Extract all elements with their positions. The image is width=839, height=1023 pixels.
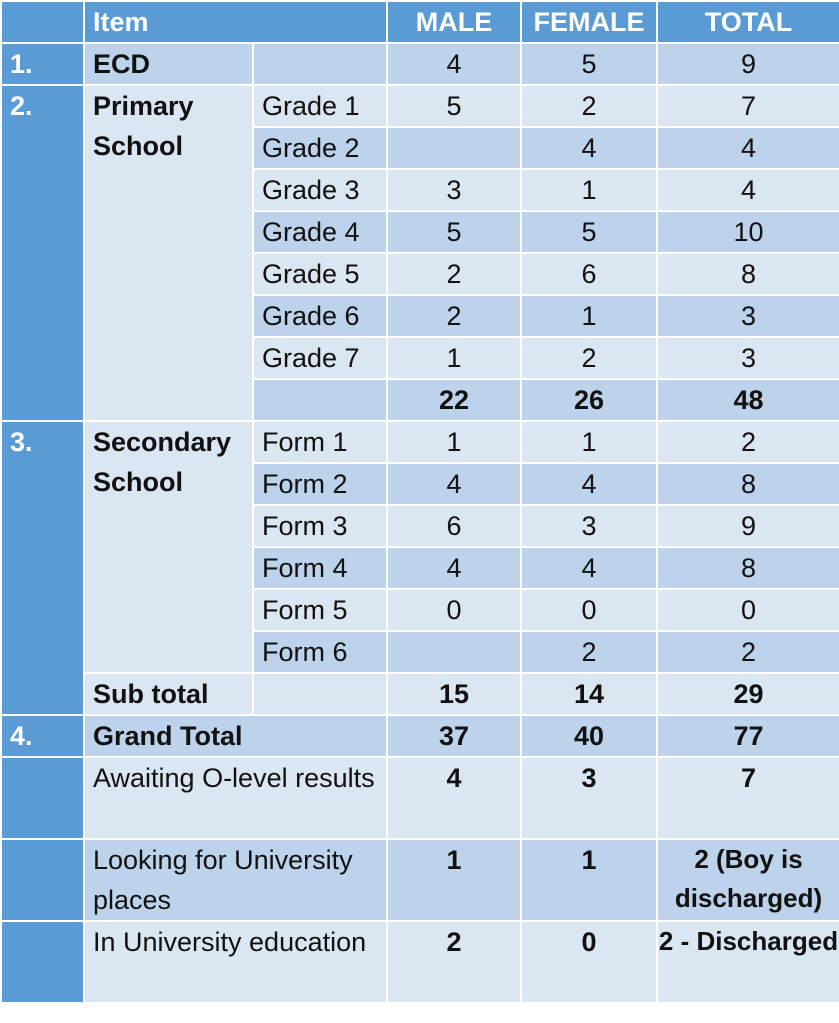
grade-male: 5 bbox=[387, 85, 521, 127]
grade-total: 7 bbox=[657, 85, 839, 127]
row-number: 1. bbox=[1, 43, 84, 85]
extra-female: 0 bbox=[521, 921, 657, 1003]
secondary-subtotal-row bbox=[1, 673, 839, 715]
header-row bbox=[1, 1, 839, 43]
form-label: Form 6 bbox=[253, 631, 387, 673]
grade-female: 5 bbox=[521, 211, 657, 253]
form-female: 0 bbox=[521, 589, 657, 631]
extra-total: 2 - Discharged bbox=[657, 921, 839, 1003]
grade-female: 1 bbox=[521, 295, 657, 337]
ecd-row bbox=[1, 43, 839, 85]
header-total: TOTAL bbox=[657, 1, 839, 43]
form-label: Form 1 bbox=[253, 421, 387, 463]
ecd-grade bbox=[253, 43, 387, 85]
grade-label: Grade 6 bbox=[253, 295, 387, 337]
ecd-male: 4 bbox=[387, 43, 521, 85]
grade-total: 4 bbox=[657, 169, 839, 211]
extra-total: 7 bbox=[657, 757, 839, 839]
grade-total: 3 bbox=[657, 337, 839, 379]
form-total: 2 bbox=[657, 631, 839, 673]
grade-label: Grade 3 bbox=[253, 169, 387, 211]
row-number: 2. bbox=[1, 85, 84, 421]
form-label: Form 4 bbox=[253, 547, 387, 589]
grade-female: 6 bbox=[521, 253, 657, 295]
form-female: 3 bbox=[521, 505, 657, 547]
extra-label: Awaiting O-level results bbox=[84, 757, 387, 839]
extra-male: 2 bbox=[387, 921, 521, 1003]
extra-female: 3 bbox=[521, 757, 657, 839]
grade-total: 10 bbox=[657, 211, 839, 253]
form-total: 9 bbox=[657, 505, 839, 547]
extra-row bbox=[1, 757, 839, 839]
form-female: 4 bbox=[521, 547, 657, 589]
grand-total-total: 77 bbox=[657, 715, 839, 757]
secondary-row bbox=[1, 421, 839, 463]
extra-male: 4 bbox=[387, 757, 521, 839]
ecd-label: ECD bbox=[84, 43, 253, 85]
primary-label: Primary School bbox=[84, 85, 253, 421]
grade-female: 2 bbox=[521, 337, 657, 379]
subtotal-label bbox=[253, 379, 387, 421]
grand-total-row bbox=[1, 715, 839, 757]
form-male: 1 bbox=[387, 421, 521, 463]
form-total: 8 bbox=[657, 547, 839, 589]
extra-label: Looking for University places bbox=[84, 839, 387, 921]
primary-subtotal-total: 48 bbox=[657, 379, 839, 421]
grade-female: 1 bbox=[521, 169, 657, 211]
form-total: 8 bbox=[657, 463, 839, 505]
form-label: Form 2 bbox=[253, 463, 387, 505]
ecd-total: 9 bbox=[657, 43, 839, 85]
grade-total: 4 bbox=[657, 127, 839, 169]
grade-female: 4 bbox=[521, 127, 657, 169]
grade-label: Grade 7 bbox=[253, 337, 387, 379]
extra-male: 1 bbox=[387, 839, 521, 921]
grade-male: 3 bbox=[387, 169, 521, 211]
form-female: 1 bbox=[521, 421, 657, 463]
grand-total-male: 37 bbox=[387, 715, 521, 757]
form-male bbox=[387, 631, 521, 673]
grade-label: Grade 2 bbox=[253, 127, 387, 169]
grade-label: Grade 4 bbox=[253, 211, 387, 253]
grand-total-label: Grand Total bbox=[84, 715, 387, 757]
form-label: Form 5 bbox=[253, 589, 387, 631]
header-item: Item bbox=[84, 1, 387, 43]
grade-male: 5 bbox=[387, 211, 521, 253]
header-num-cell bbox=[1, 1, 84, 43]
header-female: FEMALE bbox=[521, 1, 657, 43]
ecd-female: 5 bbox=[521, 43, 657, 85]
grade-male bbox=[387, 127, 521, 169]
row-number-blank bbox=[1, 757, 84, 839]
extra-total: 2 (Boy is discharged) bbox=[657, 839, 839, 921]
grade-male: 1 bbox=[387, 337, 521, 379]
form-male: 0 bbox=[387, 589, 521, 631]
secondary-subtotal-female: 14 bbox=[521, 673, 657, 715]
row-number: 3. bbox=[1, 421, 84, 715]
secondary-subtotal-male: 15 bbox=[387, 673, 521, 715]
form-male: 4 bbox=[387, 463, 521, 505]
extra-row bbox=[1, 839, 839, 921]
form-male: 6 bbox=[387, 505, 521, 547]
form-female: 4 bbox=[521, 463, 657, 505]
form-label: Form 3 bbox=[253, 505, 387, 547]
form-male: 4 bbox=[387, 547, 521, 589]
form-total: 0 bbox=[657, 589, 839, 631]
row-number: 4. bbox=[1, 715, 84, 757]
secondary-subtotal-total: 29 bbox=[657, 673, 839, 715]
grade-male: 2 bbox=[387, 253, 521, 295]
grade-female: 2 bbox=[521, 85, 657, 127]
row-number-blank bbox=[1, 839, 84, 921]
primary-subtotal-female: 26 bbox=[521, 379, 657, 421]
secondary-label: Secondary School bbox=[84, 421, 253, 673]
grade-label: Grade 5 bbox=[253, 253, 387, 295]
grade-total: 3 bbox=[657, 295, 839, 337]
form-total: 2 bbox=[657, 421, 839, 463]
grade-total: 8 bbox=[657, 253, 839, 295]
grand-total-female: 40 bbox=[521, 715, 657, 757]
form-female: 2 bbox=[521, 631, 657, 673]
grade-label: Grade 1 bbox=[253, 85, 387, 127]
header-male: MALE bbox=[387, 1, 521, 43]
grade-male: 2 bbox=[387, 295, 521, 337]
extra-row bbox=[1, 921, 839, 1003]
primary-row bbox=[1, 85, 839, 127]
row-number-blank bbox=[1, 921, 84, 1003]
extra-female: 1 bbox=[521, 839, 657, 921]
secondary-subtotal-blank bbox=[253, 673, 387, 715]
secondary-subtotal-label: Sub total bbox=[84, 673, 253, 715]
extra-label: In University education bbox=[84, 921, 387, 1003]
primary-subtotal-male: 22 bbox=[387, 379, 521, 421]
